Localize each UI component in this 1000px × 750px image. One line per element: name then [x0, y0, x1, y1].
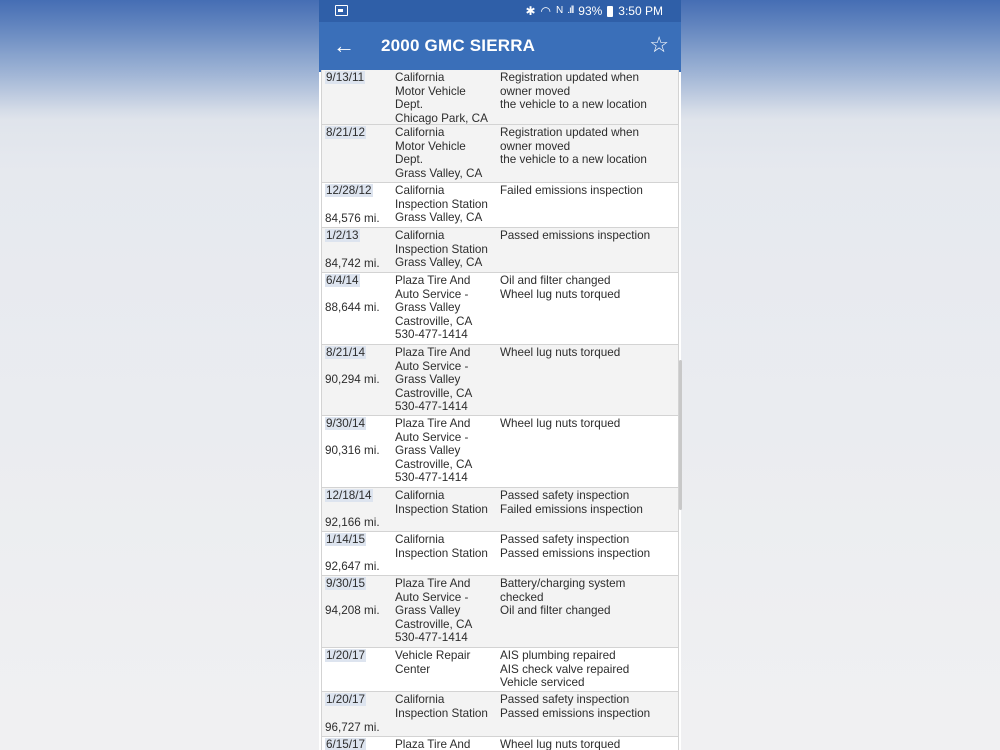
app-bar	[319, 22, 681, 72]
record-source: Plaza Tire And Auto Service - Grass Valley Castroville, CA 530-477-1414	[395, 346, 473, 414]
history-row	[321, 70, 679, 125]
record-source: California Motor Vehicle Dept. Chicago Park, CA	[395, 71, 488, 125]
battery-percent: 93%	[578, 4, 603, 18]
record-source: California Inspection Station Grass Valley, CA	[395, 184, 488, 225]
record-date: 9/30/15	[326, 577, 365, 590]
record-comments: Oil and filter changed Wheel lug nuts torqued	[500, 274, 621, 301]
record-date: 12/28/12	[326, 184, 372, 197]
record-comments: Passed safety inspection Failed emissions inspection	[500, 489, 643, 516]
record-date: 6/4/14	[326, 274, 359, 287]
record-date: 1/20/17	[326, 649, 365, 662]
record-source: California Inspection Station	[395, 533, 488, 560]
record-comments: Registration updated when owner moved the vehicle to a new location	[500, 71, 647, 112]
wifi-icon: ◠	[540, 4, 552, 18]
history-row	[321, 125, 679, 183]
history-row	[321, 273, 679, 345]
history-row	[321, 488, 679, 532]
history-record-list[interactable]	[321, 72, 679, 750]
record-source: Plaza Tire And Auto Service - Grass Valley Castroville, CA 530-477-1414	[395, 274, 473, 342]
record-source: Vehicle Repair Center	[395, 649, 471, 676]
image-notification-icon	[335, 5, 348, 16]
record-date: 6/15/17	[326, 738, 365, 750]
history-row	[321, 532, 679, 576]
record-comments: Wheel lug nuts torqued	[500, 417, 621, 430]
record-odometer: 84,576 mi.	[325, 212, 380, 226]
record-date: 12/18/14	[326, 489, 372, 502]
record-date: 1/14/15	[326, 533, 365, 546]
history-row	[321, 692, 679, 737]
record-date: 9/13/11	[326, 71, 365, 84]
network-type: N	[556, 5, 563, 16]
record-date: 8/21/14	[326, 346, 365, 359]
record-comments: Failed emissions inspection	[500, 184, 643, 197]
back-arrow-icon[interactable]: ←	[333, 33, 355, 58]
record-odometer: 92,647 mi.	[325, 560, 380, 574]
record-comments: Passed emissions inspection	[500, 229, 651, 242]
background-right	[681, 0, 1000, 750]
scroll-indicator[interactable]	[679, 360, 682, 510]
star-icon[interactable]: ☆	[649, 32, 669, 57]
record-source: Plaza Tire And Auto Service - Grass Valley Castroville, CA 530-477-1414	[395, 577, 473, 645]
record-odometer: 84,742 mi.	[325, 257, 380, 271]
record-comments: AIS plumbing repaired AIS check valve repaired Vehicle serviced	[500, 649, 630, 690]
record-odometer: 88,644 mi.	[325, 301, 380, 314]
record-source: Plaza Tire And Auto Service - Grass Valley Castroville, CA 530-477-1414	[395, 417, 473, 485]
record-comments: Registration updated when owner moved the vehicle to a new location	[500, 126, 647, 167]
history-row	[321, 345, 679, 416]
status-icons	[525, 3, 663, 19]
record-odometer: 96,727 mi.	[325, 721, 380, 735]
clock: 3:50 PM	[618, 4, 663, 18]
record-date: 1/20/17	[326, 693, 365, 706]
history-row	[321, 416, 679, 488]
record-comments: Battery/charging system checked Oil and filter changed	[500, 577, 626, 618]
history-row	[321, 576, 679, 648]
status-bar	[319, 0, 681, 22]
record-date: 1/2/13	[326, 229, 359, 242]
record-odometer: 90,294 mi.	[325, 373, 380, 386]
record-source: California Inspection Station	[395, 693, 488, 720]
phone-screen	[319, 0, 681, 750]
record-date: 9/30/14	[326, 417, 365, 430]
signal-icon: .ıll	[567, 5, 574, 16]
record-comments: Passed safety inspection Passed emissions inspection	[500, 533, 651, 560]
record-source: Plaza Tire And	[395, 738, 471, 750]
record-date: 8/21/12	[326, 126, 365, 139]
bluetooth-icon: ✱	[525, 4, 536, 18]
record-comments: Wheel lug nuts torqued	[500, 738, 621, 750]
record-source: California Inspection Station	[395, 489, 488, 516]
record-source: California Inspection Station Grass Valley, CA	[395, 229, 488, 270]
battery-icon	[607, 6, 613, 17]
record-source: California Motor Vehicle Dept. Grass Valley, CA	[395, 126, 483, 180]
record-odometer: 92,166 mi.	[325, 516, 380, 530]
history-row	[321, 648, 679, 692]
history-row	[321, 183, 679, 228]
background-left	[0, 0, 319, 750]
record-comments: Wheel lug nuts torqued	[500, 346, 621, 359]
record-comments: Passed safety inspection Passed emissions inspection	[500, 693, 651, 720]
history-row	[321, 737, 679, 750]
page-title: 2000 GMC SIERRA	[381, 36, 536, 55]
record-odometer: 94,208 mi.	[325, 604, 380, 617]
record-odometer: 90,316 mi.	[325, 444, 380, 457]
history-row	[321, 228, 679, 273]
